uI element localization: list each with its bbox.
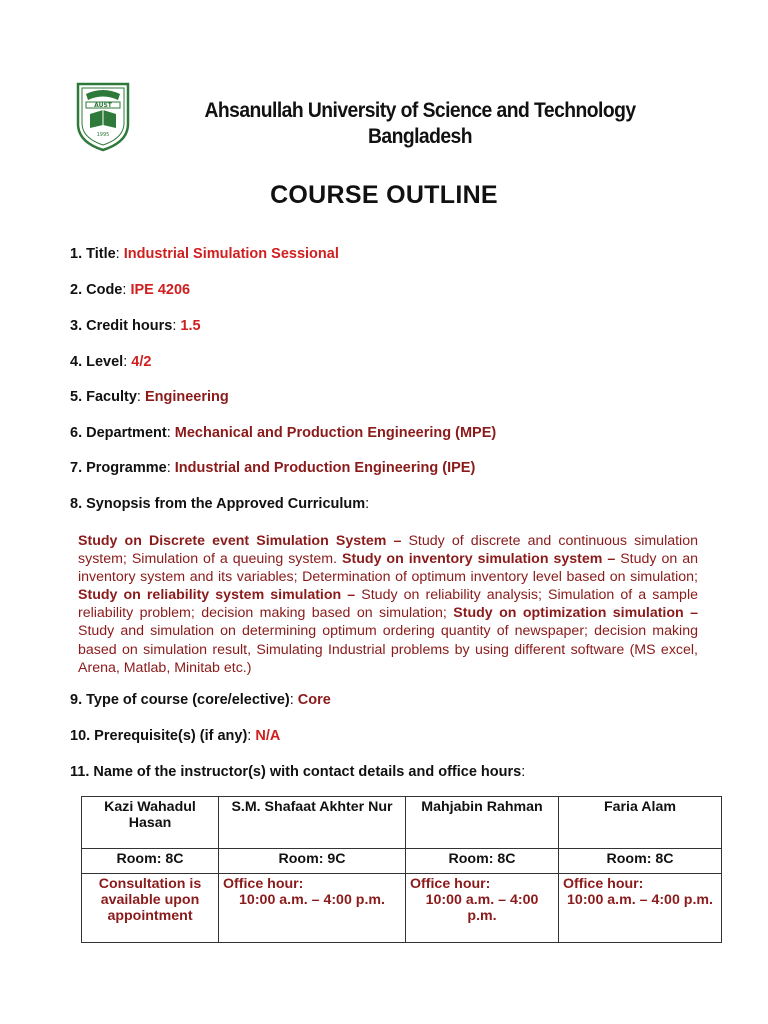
department-value: Mechanical and Production Engineering (MPE) — [174, 425, 497, 441]
faculty-value: Engineering — [144, 389, 229, 405]
synopsis-text: Study on Discrete event Simulation System – Study of discrete and continuous simulation system; Simulation of a queuing system. Study on inventory simulation system – Study on an inventory system and its variables; Determination of optimum inventory level based on simulation; Study on reliability system simulation – Study on reliability analysis; Simulation of a sample reliability problem; decision making based on simulation; Study on optimization simulation – Study and simulation on determining optimum ordering quantity of newspaper; decision making based on simulation result, Simulating Industrial problems by using different software (MS excel, Arena, Matlab, Minitab etc.) — [78, 533, 699, 676]
item-faculty: 5. Faculty: Engineering — [70, 389, 229, 405]
item-department: 6. Department: Mechanical and Production Engineering (MPE) — [70, 425, 497, 441]
university-name-line2: Bangladesh — [368, 125, 472, 148]
item-instructors-heading: 11. Name of the instructor(s) with contact details and office hours: — [70, 764, 526, 780]
item-synopsis-heading: 8. Synopsis from the Approved Curriculum: — [70, 496, 370, 512]
table-row — [82, 797, 722, 849]
level-value: 4/2 — [131, 354, 152, 370]
item-prerequisites: 10. Prerequisite(s) (if any): N/A — [70, 728, 281, 744]
item-credit-hours: 3. Credit hours: 1.5 — [70, 318, 201, 334]
item-code: 2. Code: IPE 4206 — [70, 282, 191, 298]
university-name — [162, 98, 677, 150]
item-course-type: 9. Type of course (core/elective): Core — [70, 692, 331, 708]
instructor-room: Room: 8C — [406, 849, 559, 874]
instructor-name: S.M. Shafaat Akhter Nur — [219, 797, 406, 849]
item-title: 1. Title: Industrial Simulation Sessional — [70, 246, 339, 262]
instructor-name: Mahjabin Rahman — [406, 797, 559, 849]
instructor-room: Room: 9C — [219, 849, 406, 874]
instructor-room: Room: 8C — [82, 849, 219, 874]
table-row — [82, 874, 722, 943]
course-title-value: Industrial Simulation Sessional — [123, 246, 339, 262]
page-title: COURSE OUTLINE — [270, 181, 498, 209]
logo-year: 1995 — [96, 132, 110, 138]
programme-value: Industrial and Production Engineering (IPE) — [174, 460, 476, 476]
instructor-office-hours: Office hour: 10:00 a.m. – 4:00 p.m. — [406, 874, 559, 943]
instructor-room: Room: 8C — [559, 849, 722, 874]
course-code-value: IPE 4206 — [130, 282, 191, 298]
prerequisites-value: N/A — [255, 728, 281, 744]
university-name-line1: Ahsanullah University of Science and Technology — [204, 99, 636, 122]
course-type-value: Core — [297, 692, 331, 708]
credit-hours-value: 1.5 — [180, 318, 201, 334]
instructor-consultation: Consultation is available upon appointment — [82, 874, 219, 943]
instructors-table — [81, 796, 722, 943]
item-level: 4. Level: 4/2 — [70, 354, 152, 370]
instructor-office-hours: Office hour: 10:00 a.m. – 4:00 p.m. — [559, 874, 722, 943]
instructor-name: Kazi Wahadul Hasan — [82, 797, 219, 849]
instructor-office-hours: Office hour: 10:00 a.m. – 4:00 p.m. — [219, 874, 406, 943]
table-row — [82, 849, 722, 874]
item-programme: 7. Programme: Industrial and Production Engineering (IPE) — [70, 460, 476, 476]
aust-logo-icon — [74, 80, 132, 152]
logo-text: AUST — [94, 102, 112, 109]
instructor-name: Faria Alam — [559, 797, 722, 849]
